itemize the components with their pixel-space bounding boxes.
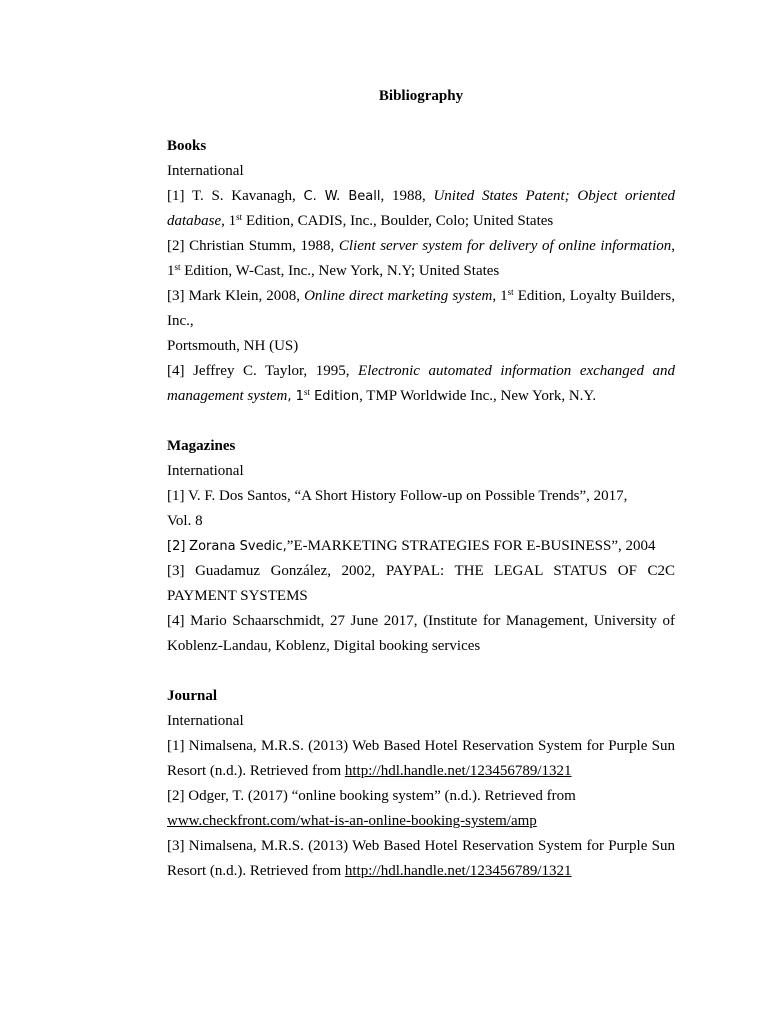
entry-work-title: Online direct marketing system (304, 288, 493, 304)
entry-number: [4] (167, 363, 185, 379)
entry-number: [2] (167, 539, 186, 554)
entry-publisher: Edition, Loyalty Builders, Inc., (167, 288, 676, 329)
entry-text: Odger, T. (2017) “online booking system” (n.d.). Retrieved from (188, 788, 576, 804)
entry-edition-superscript: st (236, 212, 243, 222)
book-entry-1 (167, 184, 675, 234)
entry-number: [4] (167, 613, 185, 629)
entry-text: Mario Schaarschmidt, 27 June 2017, (Institute for Management, University of Koblenz-Landau, Koblenz, Digital booking services (167, 613, 676, 654)
entry-publisher: Edition, CADIS, Inc., Boulder, Colo; United States (242, 213, 554, 229)
entry-text: Guadamuz González, 2002, PAYPAL: THE LEGAL STATUS OF C2C PAYMENT SYSTEMS (167, 563, 675, 604)
entry-text: ”E-MARKETING STRATEGIES FOR E-BUSINESS”, 2004 (286, 538, 656, 554)
entry-number: [1] (167, 488, 185, 504)
entry-edition-superscript: st (174, 262, 181, 272)
entry-author: Christian Stumm, 1988, (189, 238, 335, 254)
entry-work-title: Electronic automated information exchanged and management system (167, 363, 676, 404)
magazine-entry-1-volume: Vol. 8 (167, 513, 203, 529)
entry-text: Nimalsena, M.R.S. (2013) Web Based Hotel Reservation System for Purple Sun Resort (n.d.). Retrieved from (167, 738, 675, 779)
entry-number: [2] (167, 238, 185, 254)
entry-number: [2] (167, 788, 185, 804)
section-heading-journal: Journal (167, 688, 218, 704)
section-subheading-books: International (167, 163, 244, 179)
journal-entry-1 (167, 734, 675, 784)
book-entry-3 (167, 284, 675, 334)
entry-year: , 1988, (380, 188, 426, 204)
book-entry-4 (167, 359, 675, 409)
entry-work-title: Client server system for delivery of online information (338, 238, 672, 254)
entry-edition-superscript: st (507, 287, 514, 297)
entry-work-title: United States Patent; Object oriented database (167, 188, 676, 229)
entry-edition-superscript: st (303, 387, 310, 397)
entry-author-coauthor: C. W. Beall (303, 189, 381, 204)
entry-edition-number: , 1 (492, 288, 508, 304)
entry-text: Nimalsena, M.R.S. (2013) Web Based Hotel Reservation System for Purple Sun Resort (n.d.). Retrieved from (167, 838, 675, 879)
entry-number: [3] (167, 563, 185, 579)
entry-edition-number: , 1 (287, 389, 304, 404)
entry-publisher: Edition, W-Cast, Inc., New York, N.Y; United States (180, 263, 500, 279)
journal-entry-3 (167, 834, 675, 884)
entry-edition-word: Edition (309, 389, 360, 404)
spacer (167, 659, 675, 684)
entry-number: [3] (167, 838, 185, 854)
section-subheading-magazines: International (167, 463, 244, 479)
spacer (167, 109, 675, 134)
section-heading-magazines: Magazines (167, 438, 236, 454)
book-entry-3-location: Portsmouth, NH (US) (167, 338, 299, 354)
magazine-entry-2 (167, 534, 675, 559)
entry-link[interactable]: http://hdl.handle.net/123456789/1321 (344, 763, 572, 779)
spacer (167, 409, 675, 434)
entry-edition-number: , 1 (167, 238, 676, 279)
entry-publisher: , TMP Worldwide Inc., New York, N.Y. (359, 388, 597, 404)
entry-author: Mark Klein, 2008, (188, 288, 301, 304)
section-heading-books: Books (167, 138, 207, 154)
document-page (167, 84, 675, 884)
magazine-entry-1 (167, 484, 675, 509)
entry-number: [1] (167, 188, 185, 204)
page-title: Bibliography (378, 88, 464, 104)
entry-author: Jeffrey C. Taylor, 1995, (193, 363, 350, 379)
entry-text: V. F. Dos Santos, “A Short History Follow-up on Possible Trends”, 2017, (187, 488, 628, 504)
entry-number: [3] (167, 288, 185, 304)
section-subheading-journal: International (167, 713, 244, 729)
entry-author: Zorana Svedic, (189, 539, 287, 554)
entry-author: T. S. Kavanagh, (191, 188, 296, 204)
entry-link[interactable]: http://hdl.handle.net/123456789/1321 (344, 863, 572, 879)
journal-entry-2 (167, 784, 675, 834)
book-entry-2 (167, 234, 675, 284)
entry-link[interactable]: www.checkfront.com/what-is-an-online-booking-system/amp (167, 813, 537, 829)
magazine-entry-3 (167, 559, 675, 609)
entry-edition-number: , 1 (221, 213, 237, 229)
magazine-entry-4 (167, 609, 675, 659)
entry-number: [1] (167, 738, 185, 754)
